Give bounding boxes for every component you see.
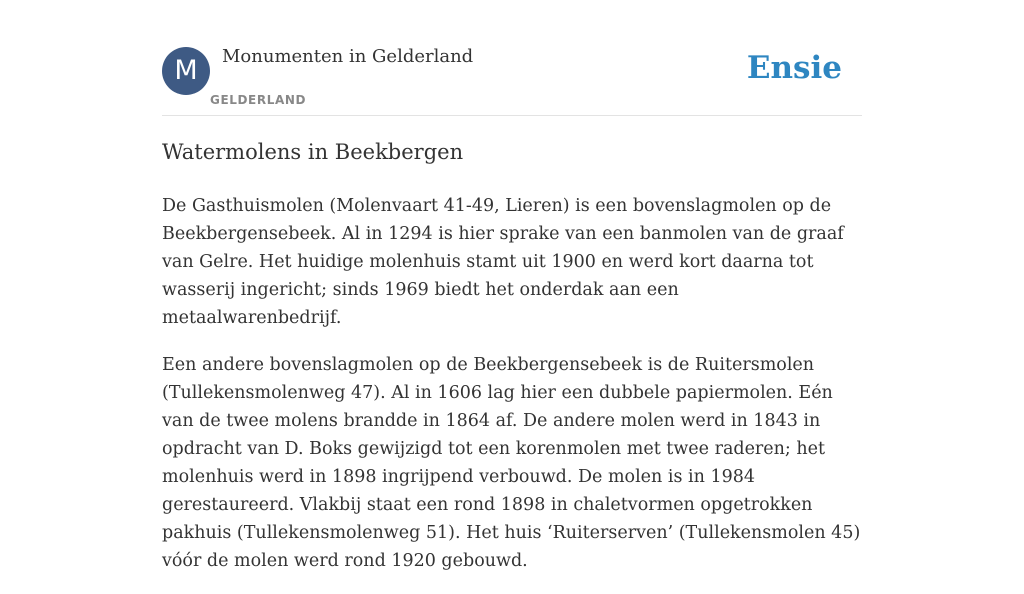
article-paragraph-1: De Gasthuismolen (Molenvaart 41-49, Lieren) is een bovenslagmolen op de Beekbergensebeek. Al in 1294 is hier sprake van een banmolen van de graaf van Gelre. Het huidige molenhuis stamt uit 1900 en werd kort daarna tot wasserij ingericht; sinds 1969 biedt het onderdak aan een metaalwarenbedrijf. xyxy=(162,196,844,328)
article-body xyxy=(162,192,862,594)
ensie-logo-link[interactable]: Ensie xyxy=(746,50,842,86)
avatar[interactable]: M xyxy=(162,47,210,95)
header-subtitle: GELDERLAND xyxy=(210,93,307,107)
header-title-link[interactable]: Monumenten in Gelderland xyxy=(222,46,474,67)
article-title: Watermolens in Beekbergen xyxy=(162,140,464,164)
article-paragraph-2: Een andere bovenslagmolen op de Beekbergensebeek is de Ruitersmolen (Tullekensmolenweg 47). Al in 1606 lag hier een dubbele papiermolen. Eén van de twee molens brandde in 1864 af. De andere molen werd in 1843 in opdracht van D. Boks gewijzigd tot een korenmolen met twee raderen; het molenhuis werd in 1898 ingrijpend verbouwd. De molen is in 1984 gerestaureerd. Vlakbij staat een rond 1898 in chaletvormen opgetrokken pakhuis (Tullekensmolenweg 51). Het huis ‘Ruiterserven’ (Tullekensmolen 45) vóór de molen werd rond 1920 gebouwd. xyxy=(162,355,861,571)
header xyxy=(162,44,862,116)
